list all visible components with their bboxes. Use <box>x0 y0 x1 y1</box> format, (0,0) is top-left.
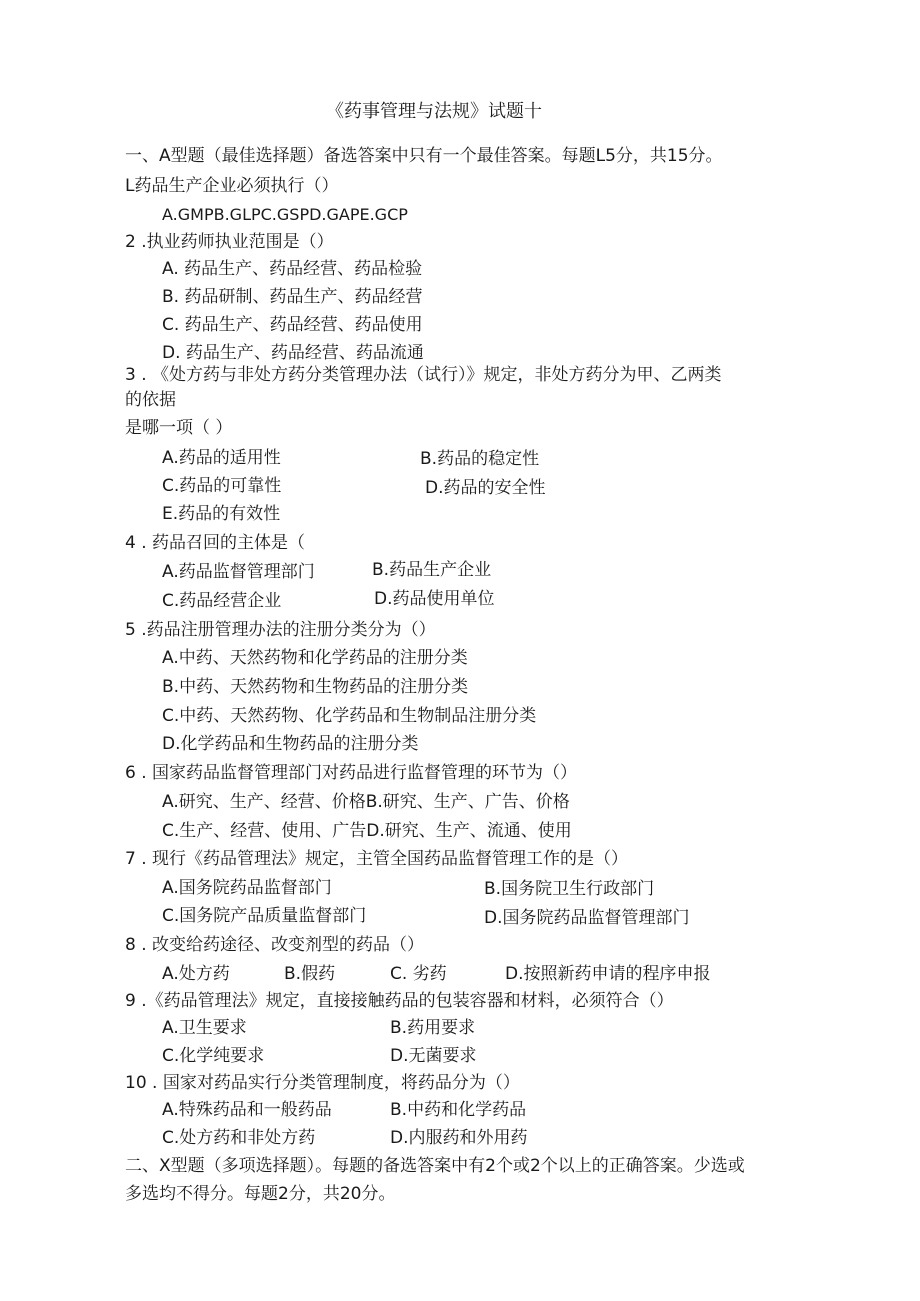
question-4-option-d: D.药品使用单位 <box>374 589 495 609</box>
question-2-option-d: D. 药品生产、药品经营、药品流通 <box>162 343 424 363</box>
question-10-option-d: D.内服药和外用药 <box>390 1128 528 1148</box>
question-8-stem: 8 . 改变给药途径、改变剂型的药品（） <box>125 935 425 955</box>
document-title: 《药事管理与法规》试题十 <box>326 101 542 122</box>
question-5-option-a: A.中药、天然药物和化学药品的注册分类 <box>162 648 468 668</box>
question-7-option-c: C.国务院产品质量监督部门 <box>162 906 367 926</box>
section-x-heading-line1: 二、X型题（多项选择题）。每题的备选答案中有2个或2个以上的正确答案。少选或 <box>125 1156 745 1176</box>
question-2-stem: 2 .执业药师执业范围是（） <box>125 232 334 252</box>
question-10-option-c: C.处方药和非处方药 <box>162 1128 316 1148</box>
question-5-option-c: C.中药、天然药物、化学药品和生物制品注册分类 <box>162 706 537 726</box>
question-3-stem-line3: 是哪一项（ ） <box>125 418 233 438</box>
question-5-option-d: D.化学药品和生物药品的注册分类 <box>162 734 419 754</box>
question-7-option-a: A.国务院药品监督部门 <box>162 878 332 898</box>
question-5-stem: 5 .药品注册管理办法的注册分类分为（） <box>125 620 436 640</box>
question-4-option-c: C.药品经营企业 <box>162 591 282 611</box>
question-1-stem: L药品生产企业必须执行（） <box>125 176 339 196</box>
section-x-heading-line2: 多选均不得分。每题2分，共20分。 <box>125 1184 396 1204</box>
question-10-option-a: A.特殊药品和一般药品 <box>162 1100 332 1120</box>
question-4-stem: 4 . 药品召回的主体是（ <box>125 533 306 553</box>
question-2-option-c: C. 药品生产、药品经营、药品使用 <box>162 315 423 335</box>
question-9-option-a: A.卫生要求 <box>162 1018 247 1038</box>
question-3-option-e: E.药品的有效性 <box>162 504 281 524</box>
section-a-heading: 一、A型题（最佳选择题）备选答案中只有一个最佳答案。每题L5分，共15分。 <box>125 146 723 166</box>
question-6-options-line1: A.研究、生产、经营、价格B.研究、生产、广告、价格 <box>162 792 570 812</box>
question-3-stem-line2: 的依据 <box>125 390 176 410</box>
question-9-option-b: B.药用要求 <box>390 1018 476 1038</box>
question-1-options: A.GMPB.GLPC.GSPD.GAPE.GCP <box>162 205 408 224</box>
question-6-stem: 6 . 国家药品监督管理部门对药品进行监督管理的环节为（） <box>125 763 578 783</box>
question-8-option-d: D.按照新药申请的程序申报 <box>505 964 711 984</box>
question-10-option-b: B.中药和化学药品 <box>390 1100 527 1120</box>
question-10-stem: 10 . 国家对药品实行分类管理制度，将药品分为（） <box>125 1073 520 1093</box>
question-9-stem: 9 .《药品管理法》规定，直接接触药品的包装容器和材料，必须符合（） <box>125 991 674 1011</box>
question-3-option-d: D.药品的安全性 <box>425 478 546 498</box>
question-3-option-c: C.药品的可靠性 <box>162 476 282 496</box>
question-2-option-b: B. 药品研制、药品生产、药品经营 <box>162 287 423 307</box>
question-9-option-c: C.化学纯要求 <box>162 1046 265 1066</box>
question-7-stem: 7 . 现行《药品管理法》规定，主管全国药品监督管理工作的是（） <box>125 849 629 869</box>
question-3-option-a: A.药品的适用性 <box>162 448 281 468</box>
question-3-option-b: B.药品的稳定性 <box>420 449 540 469</box>
question-7-option-b: B.国务院卫生行政部门 <box>484 879 655 899</box>
question-8-option-a: A.处方药 <box>162 964 230 984</box>
question-9-option-d: D.无菌要求 <box>390 1046 477 1066</box>
question-2-option-a: A. 药品生产、药品经营、药品检验 <box>162 259 423 279</box>
question-7-option-d: D.国务院药品监督管理部门 <box>484 908 690 928</box>
question-8-option-b: B.假药 <box>284 964 336 984</box>
question-3-stem-line1: 3 . 《处方药与非处方药分类管理办法（试行）》规定，非处方药分为甲、乙两类 <box>125 365 722 385</box>
question-6-options-line2: C.生产、经营、使用、广告D.研究、生产、流通、使用 <box>162 821 572 841</box>
question-5-option-b: B.中药、天然药物和生物药品的注册分类 <box>162 677 469 697</box>
question-8-option-c: C. 劣药 <box>390 964 447 984</box>
question-4-option-b: B.药品生产企业 <box>372 560 492 580</box>
question-4-option-a: A.药品监督管理部门 <box>162 562 315 582</box>
